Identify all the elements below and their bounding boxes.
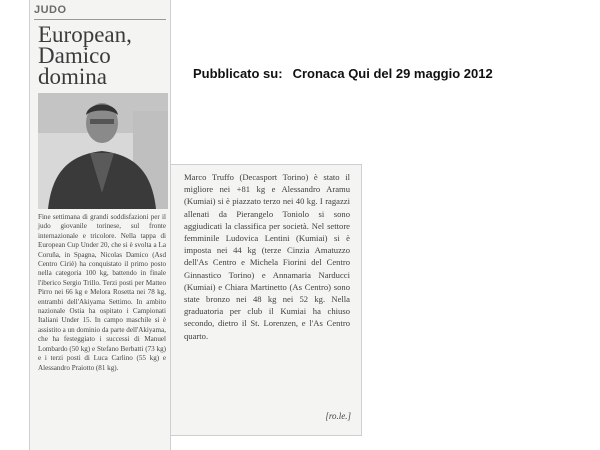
article-clipping-continuation <box>171 165 361 435</box>
athlete-photo <box>38 93 168 209</box>
divider <box>34 19 166 20</box>
article-body-column-1: Fine settimana di grandi soddisfazioni per il judo giovanile torinese, sul fronte internazionale e tricolore. Nella tappa di European Cup Under 20, che si è svolta a La Coruña, in Spagna, Nicolas Damico (Asd Centro Ciriè) ha conquistato il primo posto nella categoria 100 kg, battendo in finale l'iberico Sergio Trillo. Terzi posti per Matteo Pirro nei 66 kg e Melora Rosetta nei 78 kg, entrambi dell'Akiyama Settimo. In ambito nazionale Ostia ha ospitato i Campionati Italiani Under 15. In campo maschile si è assistito a un dominio da parte dell'Akiyama, che ha festeggiato i successi di Manuel Lombardo (50 kg) e Stefano Berbatti (73 kg) e i terzi posti di Luca Carlino (55 kg) e Alessandro Praiotto (81 kg). <box>38 213 166 372</box>
publication-label: Pubblicato su: <box>193 66 283 81</box>
publication-source: Cronaca Qui del 29 maggio 2012 <box>292 66 493 81</box>
publication-caption <box>193 66 493 81</box>
author-signature: [ro.le.] <box>325 411 351 421</box>
article-body-column-2: Marco Truffo (Decasport Torino) è stato il migliore nei +81 kg e Alessandro Aramu (Kumiai) si è piazzato terzo nei 40 kg. I ragazzi allenati da Pierangelo Toniolo si sono aggiudicati la classifica per società. Nel settore femminile Ludovica Lentini (Kumiai) si è imposta nei 44 kg (terze Cinzia Amatuzzo dell'As Centro e Michela Fiorini del Centro Ginnastico Torino) e Annamaria Narducci (Kumiai) e Chiara Martinetto (As Centro) sono state bronzo nei 48 kg nei 52 kg. Nella graduatoria per club il Kumiai ha chiuso secondo, dietro il St. Lorenzen, e l'As Centro quarto. <box>184 172 350 341</box>
section-label: JUDO <box>34 4 67 16</box>
article-headline: European, Damico domina <box>38 22 132 89</box>
article-clipping-main <box>30 0 170 450</box>
